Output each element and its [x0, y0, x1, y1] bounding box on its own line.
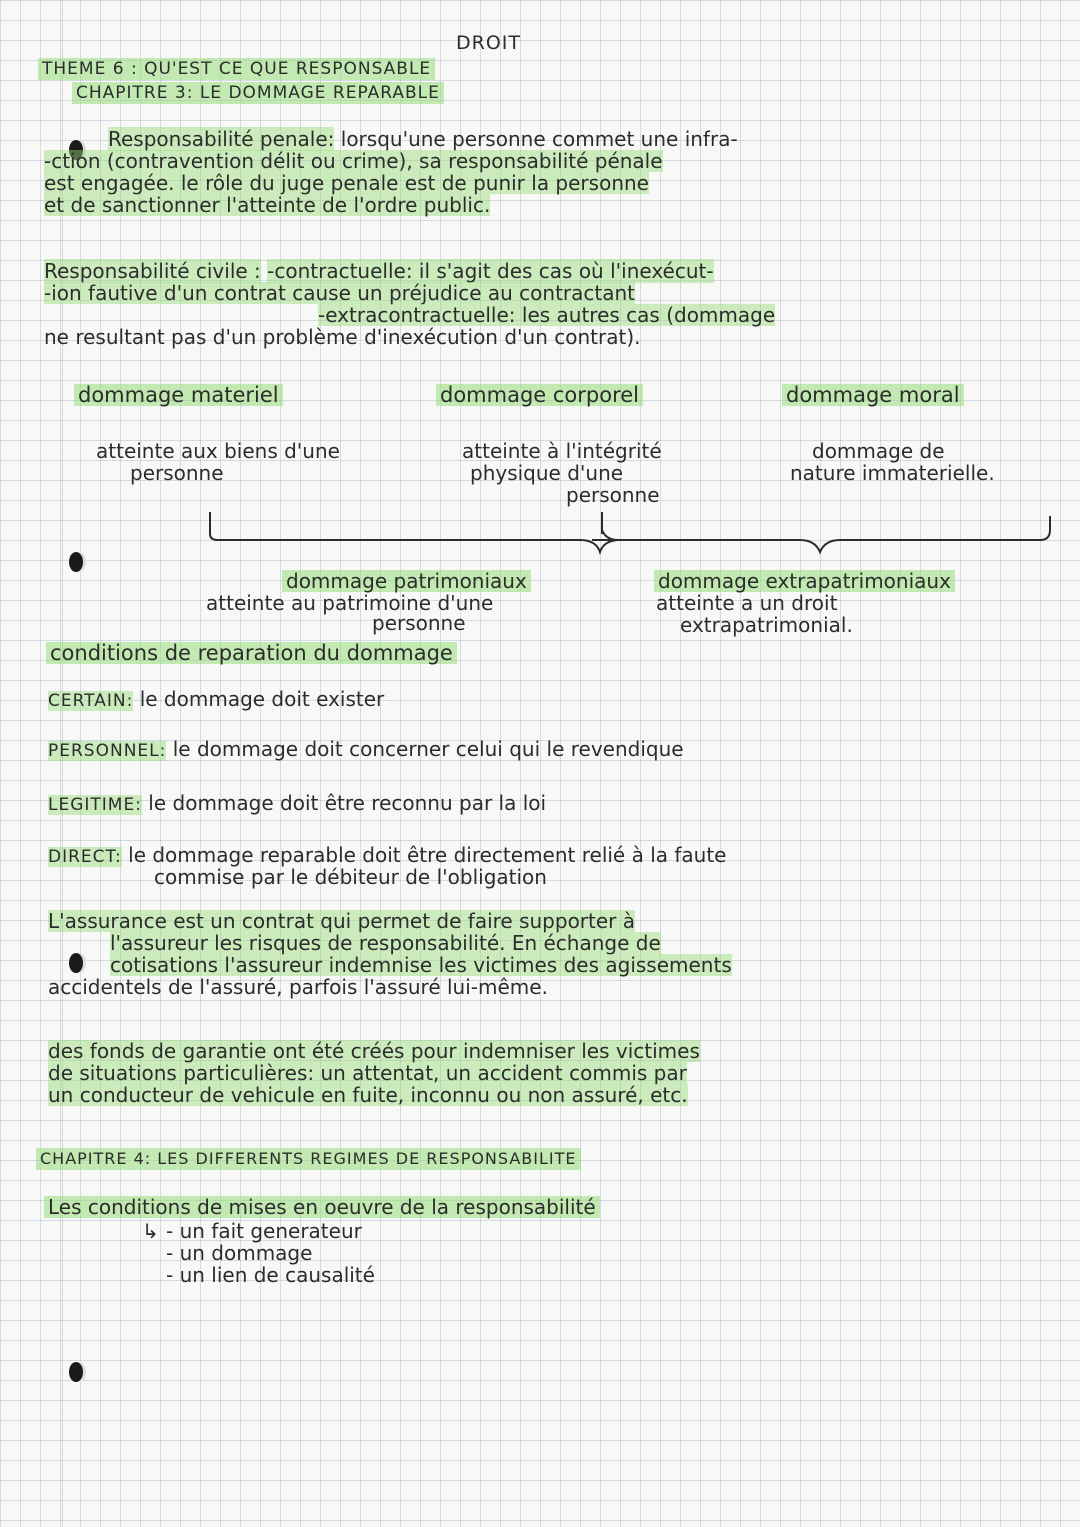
- margin-line: [62, 0, 63, 1527]
- assurance-line: accidentels de l'assuré, parfois l'assuré lui-même.: [48, 975, 548, 999]
- grouping-braces: [200, 508, 1060, 558]
- civil-line: -ion fautive d'un contrat cause un préjudice au contractant: [44, 281, 636, 305]
- group-desc: atteinte a un droit: [656, 591, 838, 615]
- theme-heading: THEME 6 : QU'EST CE QUE RESPONSABLE: [38, 58, 435, 80]
- type-title: dommage corporel: [436, 384, 643, 406]
- condition-item: [48, 738, 684, 762]
- penal-line: est engagée. le rôle du juge penale est de punir la personne: [44, 171, 649, 195]
- civil-term: Responsabilité civile :: [44, 259, 261, 283]
- condition-text: le dommage doit être reconnu par la loi: [148, 791, 547, 815]
- condition-text: le dommage doit exister: [139, 687, 385, 711]
- type-title: dommage materiel: [74, 384, 283, 406]
- chapter4-heading: CHAPITRE 4: LES DIFFERENTS REGIMES DE RESPONSABILITE: [36, 1148, 581, 1170]
- group-desc: personne: [372, 611, 466, 635]
- fonds-line: un conducteur de vehicule en fuite, inconnu ou non assuré, etc.: [48, 1083, 688, 1107]
- group-title: dommage extrapatrimoniaux: [654, 570, 955, 592]
- fonds-line: de situations particulières: un attentat, un accident commis par: [48, 1061, 687, 1085]
- fonds-line: des fonds de garantie ont été créés pour indemniser les victimes: [48, 1039, 700, 1063]
- condition-key: CERTAIN:: [48, 691, 134, 711]
- condition-item: [48, 792, 546, 816]
- civil-line: -contractuelle: il s'agit des cas où l'inexécut-: [267, 259, 714, 283]
- type-desc: nature immaterielle.: [790, 461, 995, 485]
- subject-title: DROIT: [456, 32, 521, 54]
- condition-item: [48, 688, 384, 712]
- condition-text: le dommage doit concerner celui qui le revendique: [172, 737, 684, 761]
- condition-key: DIRECT:: [48, 847, 122, 867]
- civil-line: -extracontractuelle: les autres cas (dommage: [318, 303, 776, 327]
- penal-line: lorsqu'une personne commet une infra-: [340, 127, 738, 151]
- assurance-line: l'assureur les risques de responsabilité. En échange de: [110, 931, 661, 955]
- assurance-line: L'assurance est un contrat qui permet de faire supporter à: [48, 909, 636, 933]
- type-desc: physique d'une: [470, 461, 624, 485]
- group-desc: extrapatrimonial.: [680, 613, 853, 637]
- chapter4-item: - un lien de causalité: [166, 1263, 375, 1287]
- civil-line: ne resultant pas d'un problème d'inexécution d'un contrat).: [44, 325, 641, 349]
- chapter4-item: - un fait generateur: [166, 1219, 362, 1243]
- punch-hole: [69, 953, 83, 973]
- type-desc: atteinte à l'intégrité: [462, 439, 662, 463]
- punch-hole: [69, 1362, 83, 1382]
- type-desc: dommage de: [812, 439, 945, 463]
- penal-line: -ction (contravention délit ou crime), sa responsabilité pénale: [44, 149, 663, 173]
- group-desc: atteinte au patrimoine d'une: [206, 591, 494, 615]
- condition-key: LEGITIME:: [48, 795, 142, 815]
- punch-hole: [69, 552, 83, 572]
- assurance-line: cotisations l'assureur indemnise les victimes des agissements: [110, 953, 732, 977]
- group-title: dommage patrimoniaux: [282, 570, 531, 592]
- condition-key: PERSONNEL:: [48, 741, 167, 761]
- condition-text: le dommage reparable doit être directement relié à la faute: [128, 843, 727, 867]
- chapter4-item: - un dommage: [166, 1241, 313, 1265]
- chapter4-conditions-title: Les conditions de mises en oeuvre de la responsabilité: [44, 1196, 600, 1218]
- penal-line: et de sanctionner l'atteinte de l'ordre public.: [44, 193, 491, 217]
- type-desc: personne: [130, 461, 224, 485]
- arrow-icon: ↳: [142, 1219, 159, 1243]
- chapter-heading: CHAPITRE 3: LE DOMMAGE REPARABLE: [72, 82, 444, 104]
- condition-cont: commise par le débiteur de l'obligation: [154, 865, 547, 889]
- type-title: dommage moral: [782, 384, 964, 406]
- type-desc: personne: [566, 483, 660, 507]
- conditions-title: conditions de reparation du dommage: [46, 642, 457, 664]
- type-desc: atteinte aux biens d'une: [96, 439, 340, 463]
- penal-term: Responsabilité penale:: [108, 127, 335, 151]
